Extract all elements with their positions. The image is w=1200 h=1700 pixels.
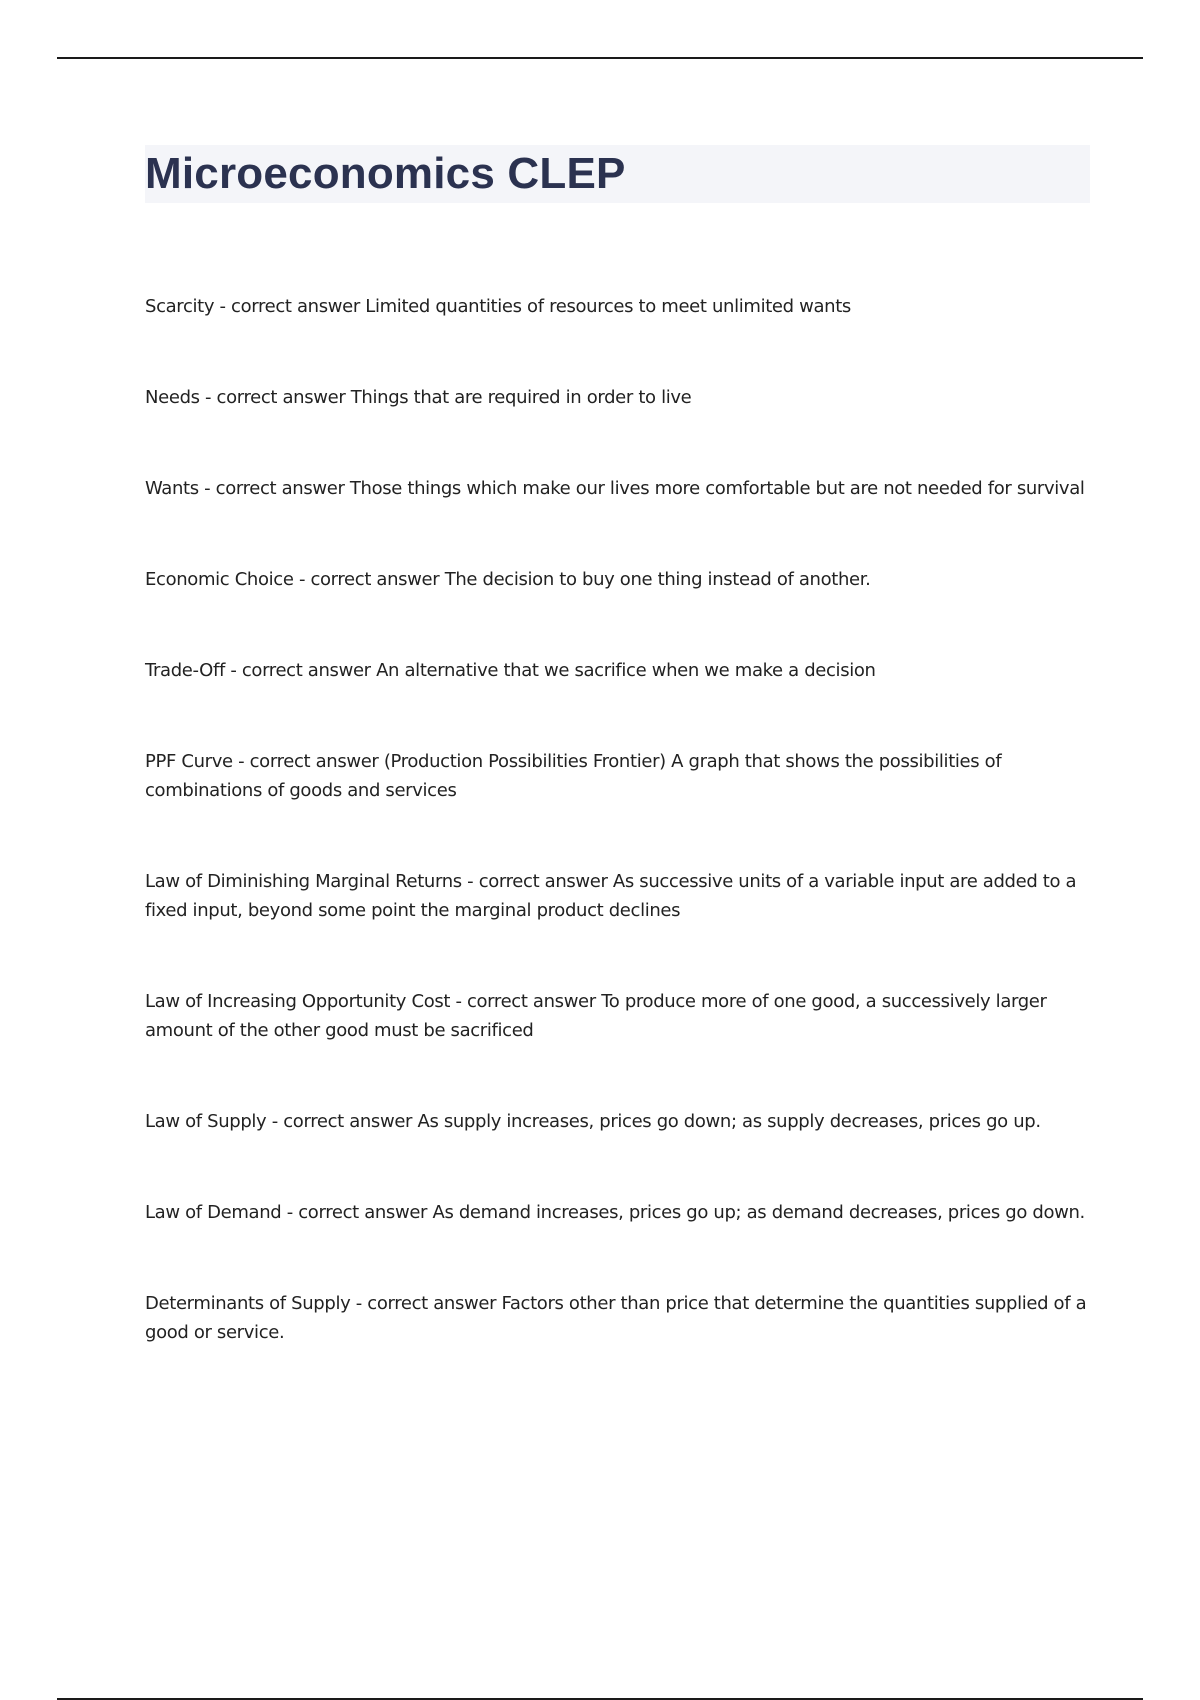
flashcard-entry-needs: Needs - correct answer Things that are required in order to live [145,387,692,408]
header-rule [57,57,1143,59]
flashcard-entry-law-of-supply: Law of Supply - correct answer As supply increases, prices go down; as supply decreases, prices go up. [145,1111,1041,1132]
flashcard-entry-diminishing-returns: Law of Diminishing Marginal Returns - correct answer As successive units of a variable input are added to a fixed input, beyond some point the marginal product declines [145,871,1077,921]
flashcard-entry-wants: Wants - correct answer Those things which make our lives more comfortable but are not needed for survival [145,478,1085,499]
flashcard-entry-scarcity: Scarcity - correct answer Limited quantities of resources to meet unlimited wants [145,296,851,317]
flashcard-entry-trade-off: Trade-Off - correct answer An alternative that we sacrifice when we make a decision [145,660,876,681]
flashcard-entry-ppf-curve: PPF Curve - correct answer (Production Possibilities Frontier) A graph that shows the possibilities of combinations of goods and services [145,751,1002,801]
flashcard-entry-law-of-demand: Law of Demand - correct answer As demand increases, prices go up; as demand decreases, prices go down. [145,1202,1085,1223]
page-title: Microeconomics CLEP [145,149,626,198]
flashcard-list [145,292,1090,1409]
flashcard-entry-economic-choice: Economic Choice - correct answer The decision to buy one thing instead of another. [145,569,871,590]
flashcard-entry-increasing-opportunity-cost: Law of Increasing Opportunity Cost - correct answer To produce more of one good, a successively larger amount of the other good must be sacrificed [145,991,1047,1041]
flashcard-entry-determinants-of-supply: Determinants of Supply - correct answer Factors other than price that determine the quantities supplied of a good or service. [145,1293,1087,1343]
